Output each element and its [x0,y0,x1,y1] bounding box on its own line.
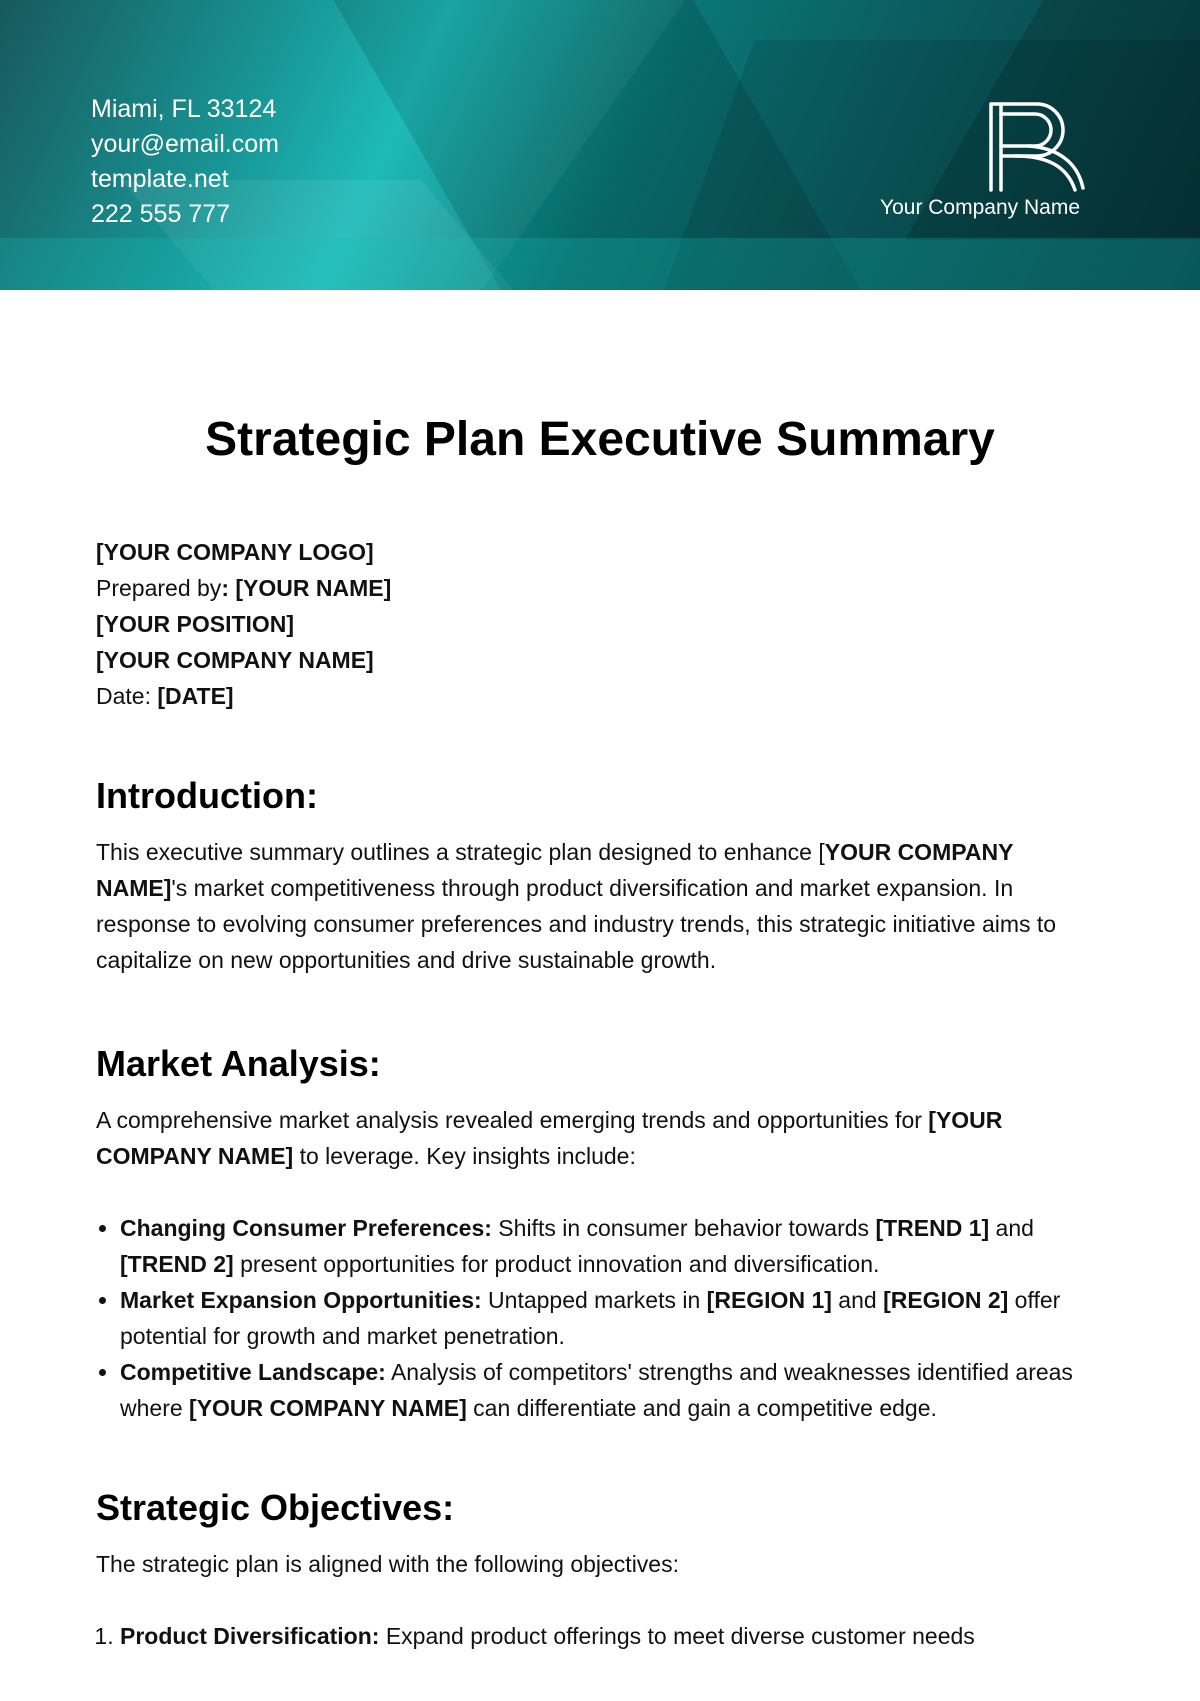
objective-label: Product Diversification: [120,1623,380,1649]
bullet-text: and [989,1215,1034,1241]
bullet-text: and [831,1287,884,1313]
prepared-by-label: Prepared by [96,575,222,601]
list-item [120,1210,1106,1282]
header-banner [0,0,1200,290]
bullet-label: Competitive Landscape: [120,1359,386,1385]
prepared-by-value: : [YOUR NAME] [221,575,392,601]
contact-email: your@email.com [91,130,279,158]
strategic-objectives-intro: The strategic plan is aligned with the following objectives: [96,1551,679,1577]
bullet-bold: [REGION 2] [883,1287,1009,1313]
banner-band [0,238,1200,290]
bullet-text: Analysis of competitors' strengths and weaknesses identified areas where [120,1359,1073,1421]
market-analysis-heading: Market Analysis: [96,1043,381,1084]
market-insights-list [96,1210,1106,1426]
list-item [120,1618,1106,1654]
bullet-label: Market Expansion Opportunities: [120,1287,482,1313]
contact-phone: 222 555 777 [91,200,231,228]
intro-text: This executive summary outlines a strategic plan designed to enhance [ [96,839,825,865]
bullet-bold: [TREND 2] [120,1251,234,1277]
bullet-text: Shifts in consumer behavior towards [491,1215,876,1241]
date-label: Date: [96,683,158,709]
meta-logo-placeholder [96,534,1106,570]
document-meta [96,534,1106,714]
contact-address: Miami, FL 33124 [91,95,277,123]
market-bold: [YOUR COMPANY NAME] [96,1107,1003,1169]
meta-position [96,606,1106,642]
intro-text: 's market competitiveness through product diversification and market expansion. In response to evolving consumer preferences and industry trends, this strategic initiative aims to capitalize on new opportunities and drive sustainable growth. [96,875,1057,973]
bullet-label: Changing Consumer Preferences: [120,1215,492,1241]
bullet-bold: [YOUR COMPANY NAME] [189,1395,467,1421]
meta-date [96,678,1106,714]
bullet-text: can differentiate and gain a competitive edge. [466,1395,937,1421]
bullet-text: Untapped markets in [481,1287,707,1313]
market-text: A comprehensive market analysis revealed emerging trends and opportunities for [96,1107,929,1133]
page-title: Strategic Plan Executive Summary [205,413,995,466]
meta-prepared-by [96,570,1106,606]
company-name: Your Company Name [880,196,1080,219]
company-logo-icon [985,100,1085,194]
bullet-bold: [TREND 1] [875,1215,990,1241]
position-text: [YOUR POSITION] [96,611,295,637]
date-value: [DATE] [157,683,234,709]
list-item [120,1282,1106,1354]
market-text: to leverage. Key insights include: [293,1143,636,1169]
list-item [120,1354,1106,1426]
company-text: [YOUR COMPANY NAME] [96,647,374,673]
document-body [96,534,1106,1654]
introduction-heading: Introduction: [96,775,318,816]
objective-text: Expand product offerings to meet diverse customer needs [379,1623,975,1649]
bullet-text: present opportunities for product innovation and diversification. [233,1251,880,1277]
contact-info [91,92,279,232]
bullet-bold: [REGION 1] [706,1287,832,1313]
contact-website: template.net [91,165,229,193]
meta-company [96,642,1106,678]
intro-bold: YOUR COMPANY NAME] [96,839,1014,901]
market-analysis-paragraph [96,1102,1106,1174]
introduction-paragraph [96,834,1106,978]
objectives-list [96,1618,1106,1654]
logo-placeholder-text: [YOUR COMPANY LOGO] [96,539,374,565]
strategic-objectives-heading: Strategic Objectives: [96,1487,455,1528]
bullet-text: offer potential for growth and market penetration. [120,1287,1061,1349]
